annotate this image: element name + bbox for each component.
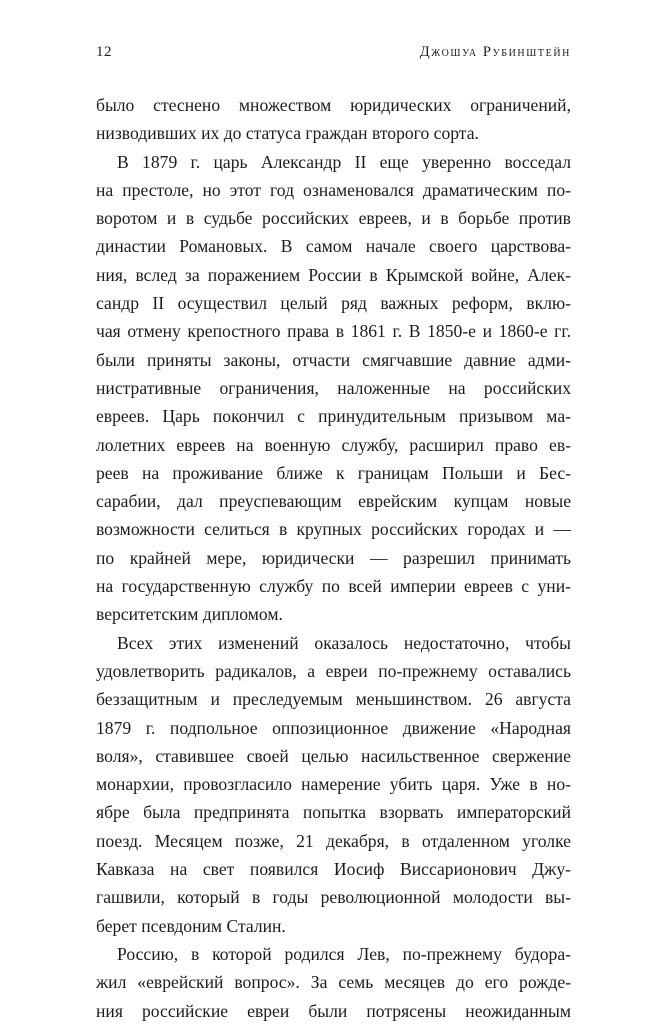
paragraph	[96, 629, 571, 940]
text-line: воротом и в судьбе российских евреев, и в борьбе против	[96, 208, 571, 229]
text-line: монархии, провозгласило намерение убить царя. Уже в но-	[96, 774, 571, 795]
text-line: евреев. Царь покончил с принудительным призывом ма-	[96, 406, 571, 427]
text-line: ния, вслед за поражением России в Крымской войне, Алек-	[96, 264, 571, 285]
paragraph	[96, 940, 571, 1025]
running-header	[96, 44, 571, 64]
paragraph	[96, 91, 571, 148]
text-line: гашвили, который в годы революционной молодости вы-	[96, 887, 571, 908]
text-line: берет псевдоним Сталин.	[96, 915, 286, 936]
text-line: возможности селиться в крупных российских городах и —	[96, 519, 571, 540]
paragraph	[96, 148, 571, 629]
text-line: лолетних евреев на военную службу, расширил право ев-	[96, 434, 571, 455]
text-line: реев на проживание ближе к границам Польши и Бес-	[96, 462, 571, 483]
text-line: В 1879 г. царь Александр II еще уверенно восседал	[117, 151, 571, 172]
text-line: чая отмену крепостного права в 1861 г. В 1850-е и 1860-е гг.	[96, 321, 571, 342]
text-line: воля», ставившее своей целью насильственное свержение	[96, 745, 571, 766]
text-line: сандр II осуществил целый ряд важных реформ, вклю-	[96, 293, 571, 314]
text-line: на престоле, но этот год ознаменовался драматическим по-	[96, 179, 571, 200]
text-line: по крайней мере, юридически — разрешил принимать	[96, 547, 571, 568]
text-line: поезд. Месяцем позже, 21 декабря, в отдаленном уголке	[96, 830, 571, 851]
text-line: Кавказа на свет появился Иосиф Виссарионович Джу-	[96, 859, 571, 880]
text-line: Всех этих изменений оказалось недостаточно, чтобы	[117, 632, 571, 653]
text-line: Россию, в которой родился Лев, по-прежнему будора-	[117, 943, 571, 964]
text-line: сарабии, дал преуспевающим еврейским купцам новые	[96, 491, 571, 512]
text-line: ния российские евреи были потрясены неожиданным	[96, 1000, 571, 1021]
text-line: ябре была предпринята попытка взорвать императорский	[96, 802, 571, 823]
text-line: 1879 г. подпольное оппозиционное движение «Народная	[96, 717, 571, 738]
text-line: было стеснено множеством юридических ограничений,	[96, 95, 571, 115]
running-title	[420, 44, 571, 61]
text-line: беззащитным и преследуемым меньшинством. 26 августа	[96, 689, 571, 710]
running-title-text: Джошуа Рубинштейн	[419, 44, 571, 60]
page-number: 12	[96, 44, 112, 60]
text-line: низводивших их до статуса граждан второго сорта.	[96, 123, 479, 144]
text-line: нистративные ограничения, наложенные на российских	[96, 377, 571, 398]
text-line: династии Романовых. В самом начале своего царствова-	[96, 236, 571, 257]
body-text	[96, 91, 571, 1025]
text-line: были приняты законы, отчасти смягчавшие давние адми-	[96, 349, 571, 370]
text-line: верситетским дипломом.	[96, 604, 283, 625]
text-line: удовлетворить радикалов, а евреи по-прежнему оставались	[96, 660, 571, 681]
text-line: на государственную службу по всей империи евреев с уни-	[96, 576, 571, 597]
text-line: жил «еврейский вопрос». За семь месяцев до его рожде-	[96, 972, 571, 993]
